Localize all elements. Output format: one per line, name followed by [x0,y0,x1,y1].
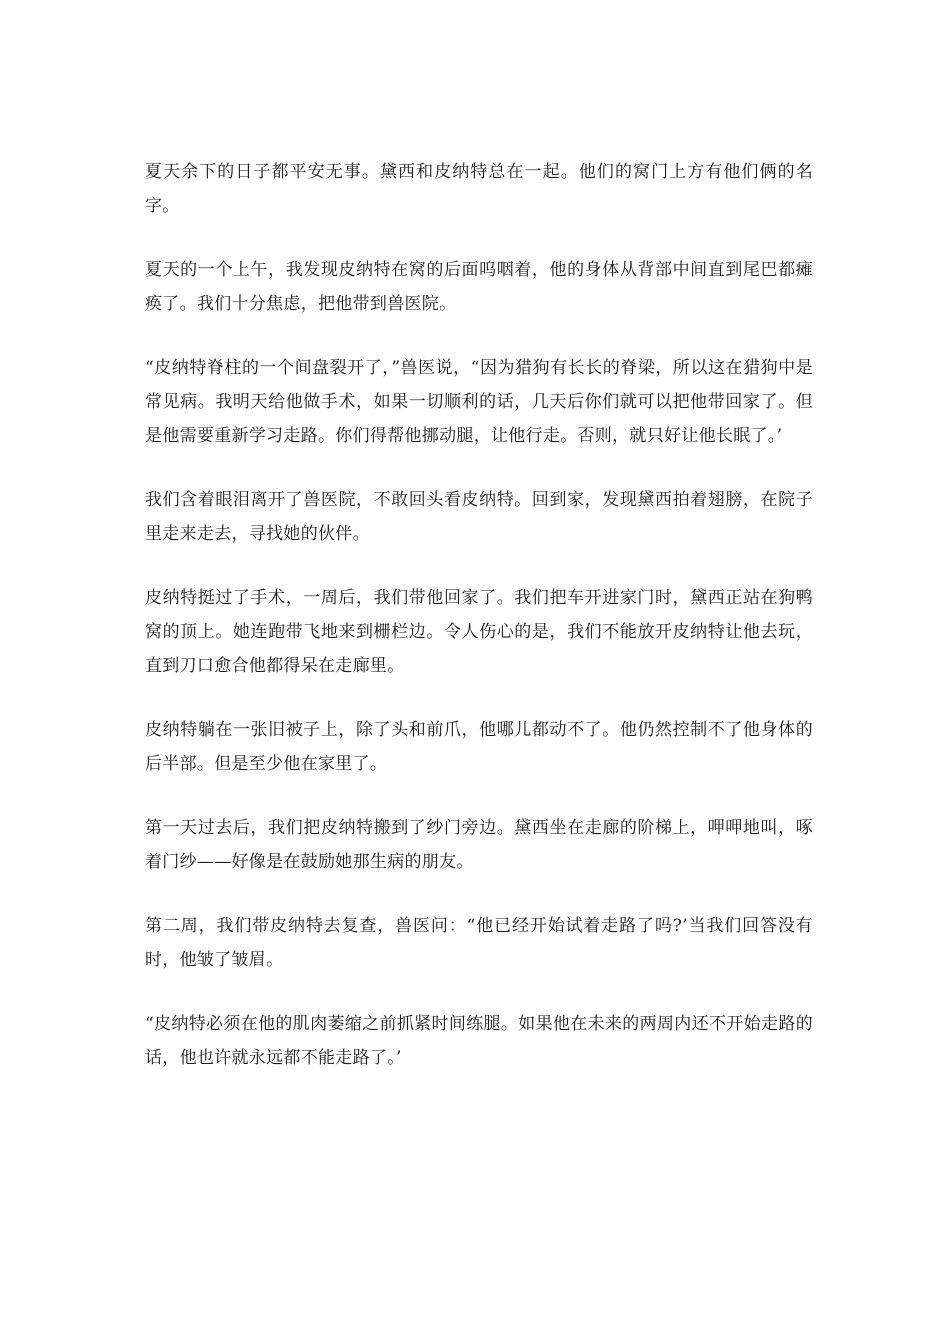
paragraph: 皮纳特挺过了手术，一周后，我们带他回家了。我们把车开进家门时，黛西正站在狗鸭窝的顶上。她连跑带飞地来到栅栏边。令人伤心的是，我们不能放开皮纳特让他去玩，直到刀口愈合他都得呆在走廊里。 [145,588,813,676]
paragraph: 夏天余下的日子都平安无事。黛西和皮纳特总在一起。他们的窝门上方有他们俩的名字。 [145,162,813,216]
paragraph: 我们含着眼泪离开了兽医院，不敢回头看皮纳特。回到家，发现黛西拍着翅膀，在院子里走来走去，寻找她的伙伴。 [145,490,813,544]
paragraph: “皮纳特脊柱的一个间盘裂开了，”兽医说，“因为猎狗有长长的脊梁，所以这在猎狗中是常见病。我明天给他做手术，如果一切顺利的话，几天后你们就可以把他带回家了。但是他需要重新学习走路。你们得帮他挪动腿，让他行走。否则，就只好让他长眠了。’ [145,358,813,446]
paragraph: 皮纳特躺在一张旧被子上，除了头和前爪，他哪儿都动不了。他仍然控制不了他身体的后半部。但是至少他在家里了。 [145,720,813,774]
document-body [145,155,813,1105]
paragraph: “皮纳特必须在他的肌肉萎缩之前抓紧时间练腿。如果他在未来的两周内还不开始走路的话，他也许就永远都不能走路了。’ [145,1014,813,1068]
paragraph: 第二周，我们带皮纳特去复查，兽医问：“他已经开始试着走路了吗?’当我们回答没有时，他皱了皱眉。 [145,916,813,970]
paragraph: 夏天的一个上午，我发现皮纳特在窝的后面呜咽着，他的身体从背部中间直到尾巴都瘫痪了。我们十分焦虑，把他带到兽医院。 [145,260,813,314]
paragraph: 第一天过去后，我们把皮纳特搬到了纱门旁边。黛西坐在走廊的阶梯上，呷呷地叫，啄着门纱——好像是在鼓励她那生病的朋友。 [145,818,813,872]
